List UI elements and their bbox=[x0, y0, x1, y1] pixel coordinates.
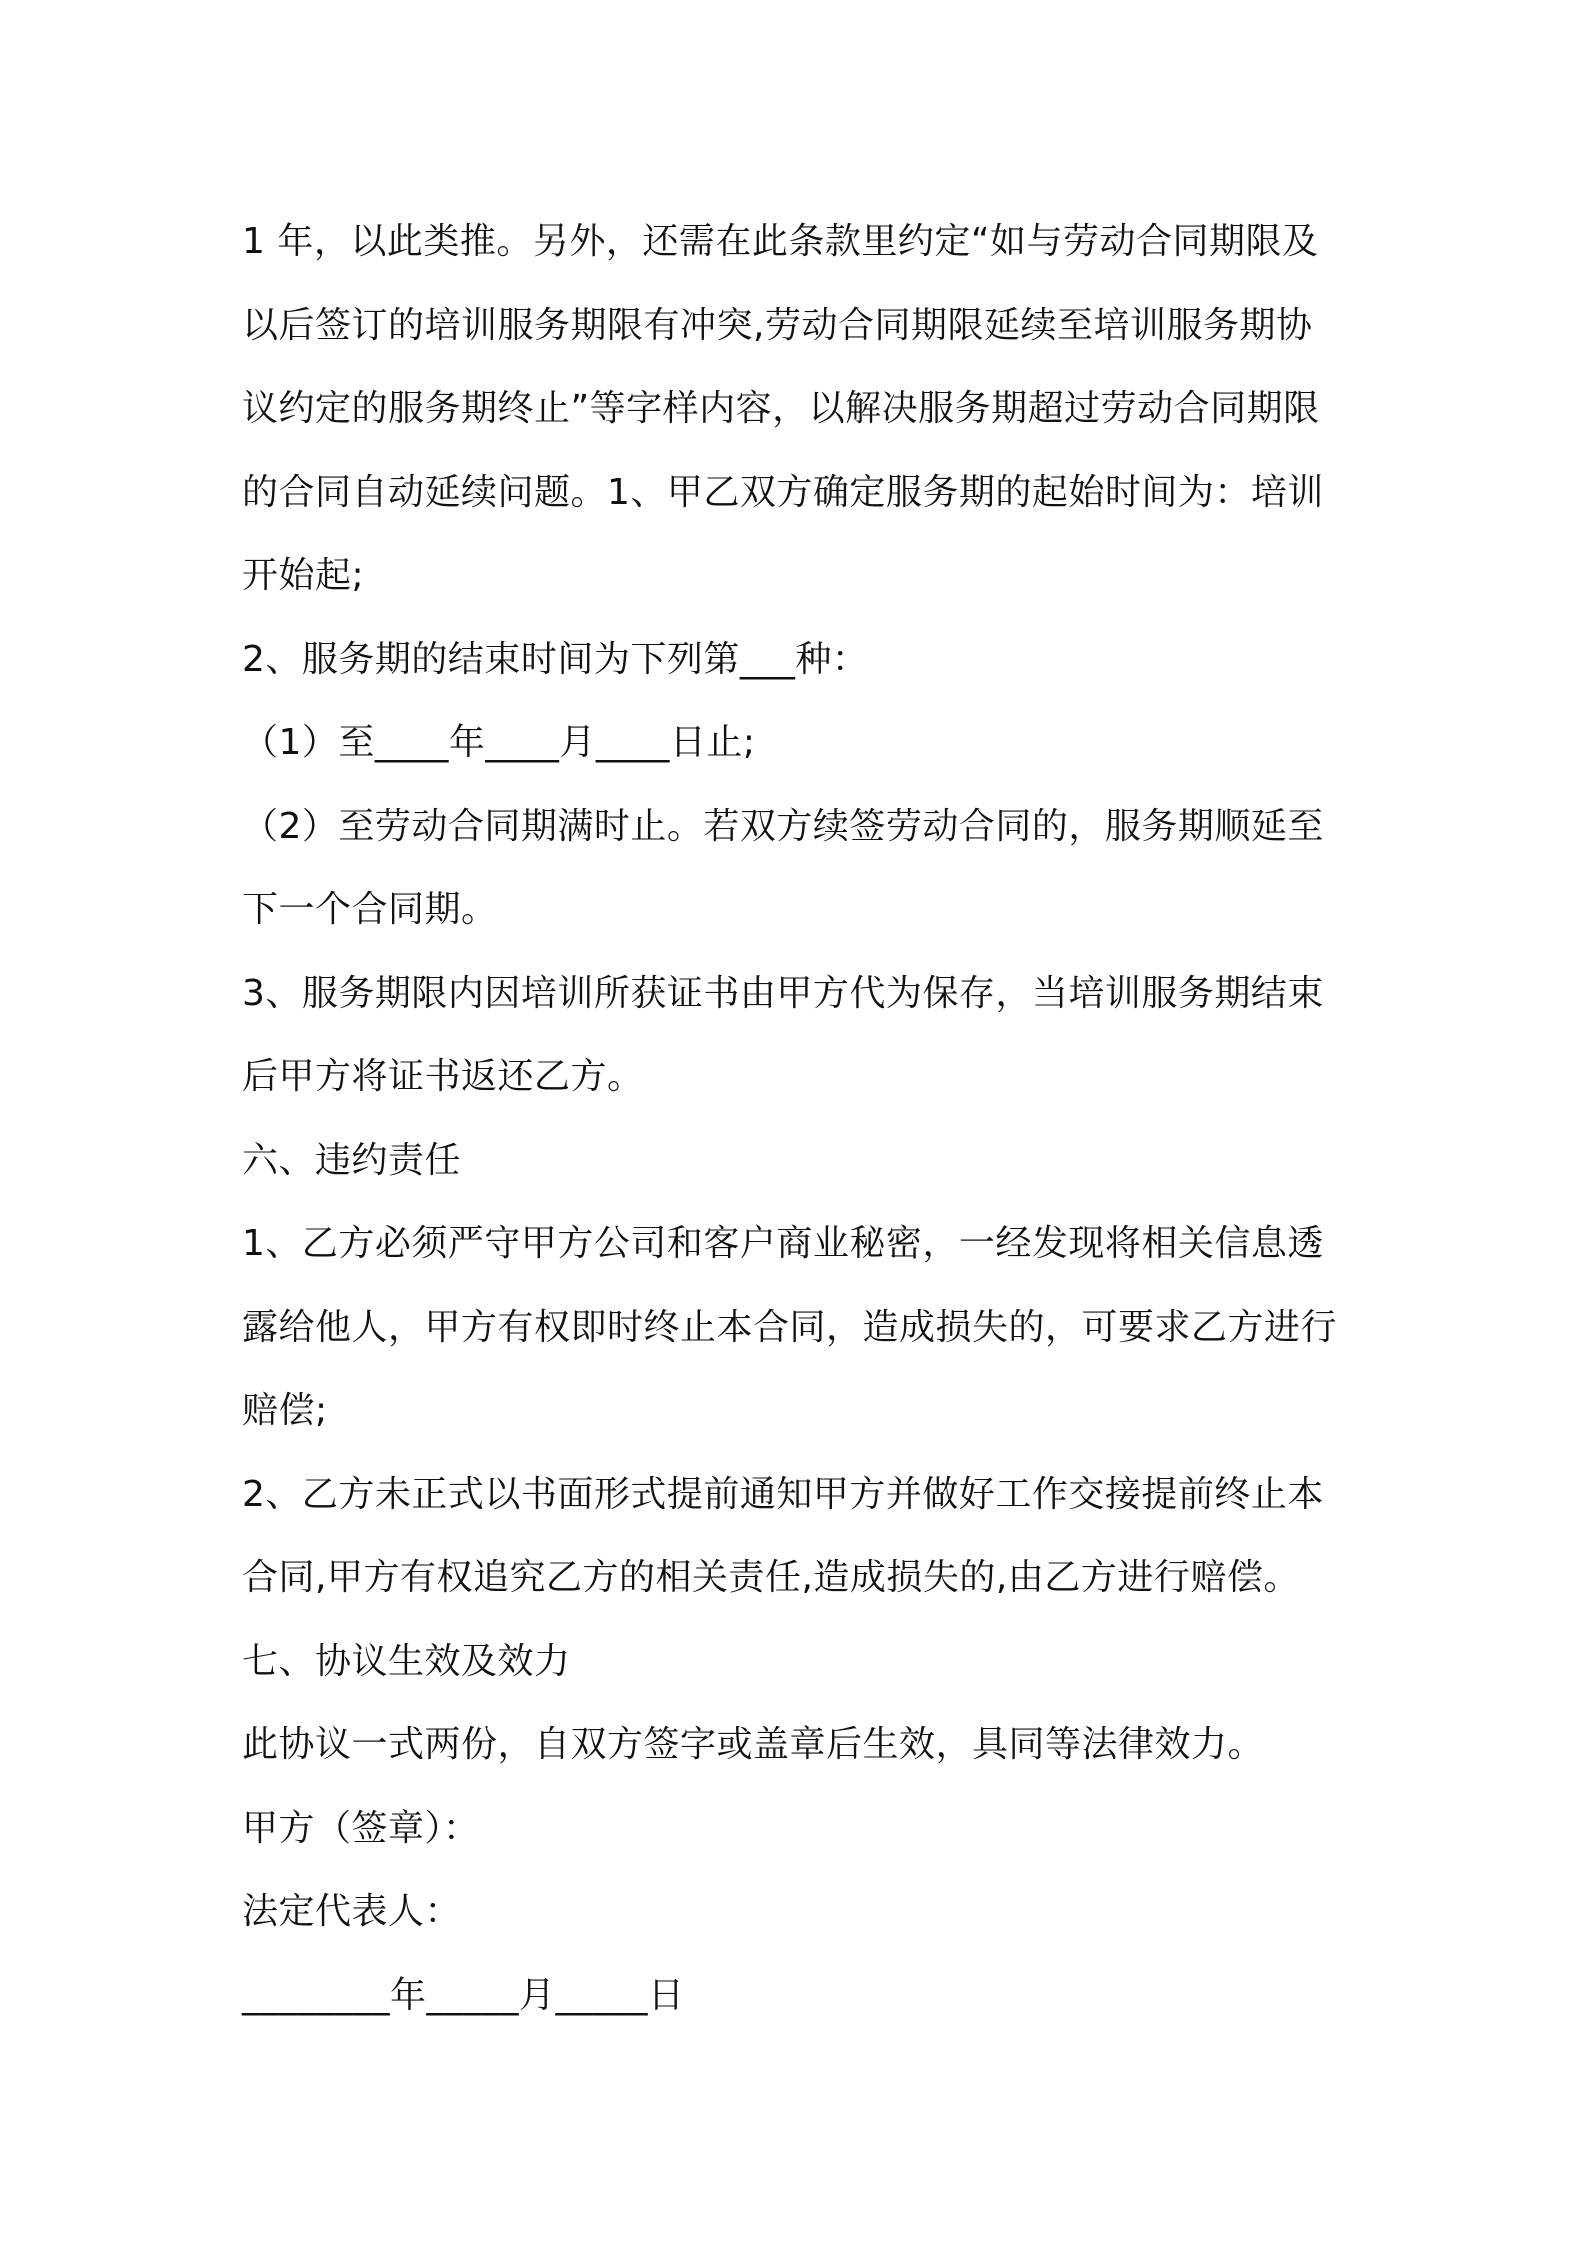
text-line: 赔偿; bbox=[242, 1390, 328, 1431]
text-line: 开始起; bbox=[242, 555, 365, 596]
text-line: 此协议一式两份，自双方签字或盖章后生效，具同等法律效力。 bbox=[242, 1724, 1265, 1765]
paragraph-certificate-custody bbox=[242, 952, 1357, 1119]
text-line: 下一个合同期。 bbox=[242, 889, 498, 930]
text-line: 的合同自动延续问题。1、甲乙双方确定服务期的起始时间为：培训 bbox=[242, 471, 1324, 513]
text-line: 甲方（签章）： bbox=[242, 1807, 480, 1849]
paragraph-option-1 bbox=[242, 701, 1357, 785]
text-line: 议约定的服务期终止”等字样内容，以解决服务期超过劳动合同期限 bbox=[242, 388, 1320, 429]
text-line: 以后签订的培训服务期限有冲突,劳动合同期限延续至培训服务期协 bbox=[242, 304, 1313, 346]
text-line: 1 年，以此类推。另外，还需在此条款里约定“如与劳动合同期限及 bbox=[242, 221, 1319, 262]
text-line: 1、乙方必须严守甲方公司和客户商业秘密，一经发现将相关信息透 bbox=[242, 1223, 1324, 1264]
text-line: 2、服务期的结束时间为下列第___种： bbox=[242, 638, 869, 680]
text-line: ________年_____月_____日 bbox=[242, 1974, 685, 2016]
text-line: 法定代表人： bbox=[242, 1891, 462, 1932]
paragraph-copies-validity bbox=[242, 1703, 1357, 1787]
text-line: 3、服务期限内因培训所获证书由甲方代为保存，当培训服务期结束 bbox=[242, 972, 1324, 1014]
signature-legal-representative bbox=[242, 1870, 1357, 1954]
signature-party-a bbox=[242, 1787, 1357, 1871]
paragraph-confidentiality bbox=[242, 1202, 1357, 1453]
text-line: （2）至劳动合同期满时止。若双方续签劳动合同的，服务期顺延至 bbox=[242, 805, 1324, 847]
paragraph-early-termination bbox=[242, 1453, 1357, 1620]
section-heading-breach-liability bbox=[242, 1119, 1357, 1203]
text-line: （1）至____年____月____日止; bbox=[242, 722, 756, 763]
text-line: 后甲方将证书返还乙方。 bbox=[242, 1056, 644, 1097]
text-line: 七、协议生效及效力 bbox=[242, 1640, 571, 1682]
paragraph-end-time-options bbox=[242, 618, 1357, 702]
signature-date bbox=[242, 1954, 1357, 2038]
text-line: 合同,甲方有权追究乙方的相关责任,造成损失的,由乙方进行赔偿。 bbox=[242, 1557, 1300, 1598]
text-line: 露给他人，甲方有权即时终止本合同，造成损失的，可要求乙方进行 bbox=[242, 1306, 1338, 1348]
text-line: 六、违约责任 bbox=[242, 1139, 462, 1181]
document-body bbox=[242, 200, 1357, 2037]
text-line: 2、乙方未正式以书面形式提前通知甲方并做好工作交接提前终止本 bbox=[242, 1473, 1324, 1515]
section-heading-effectiveness bbox=[242, 1620, 1357, 1704]
paragraph-option-2 bbox=[242, 785, 1357, 952]
paragraph-service-period-extension bbox=[242, 200, 1357, 618]
